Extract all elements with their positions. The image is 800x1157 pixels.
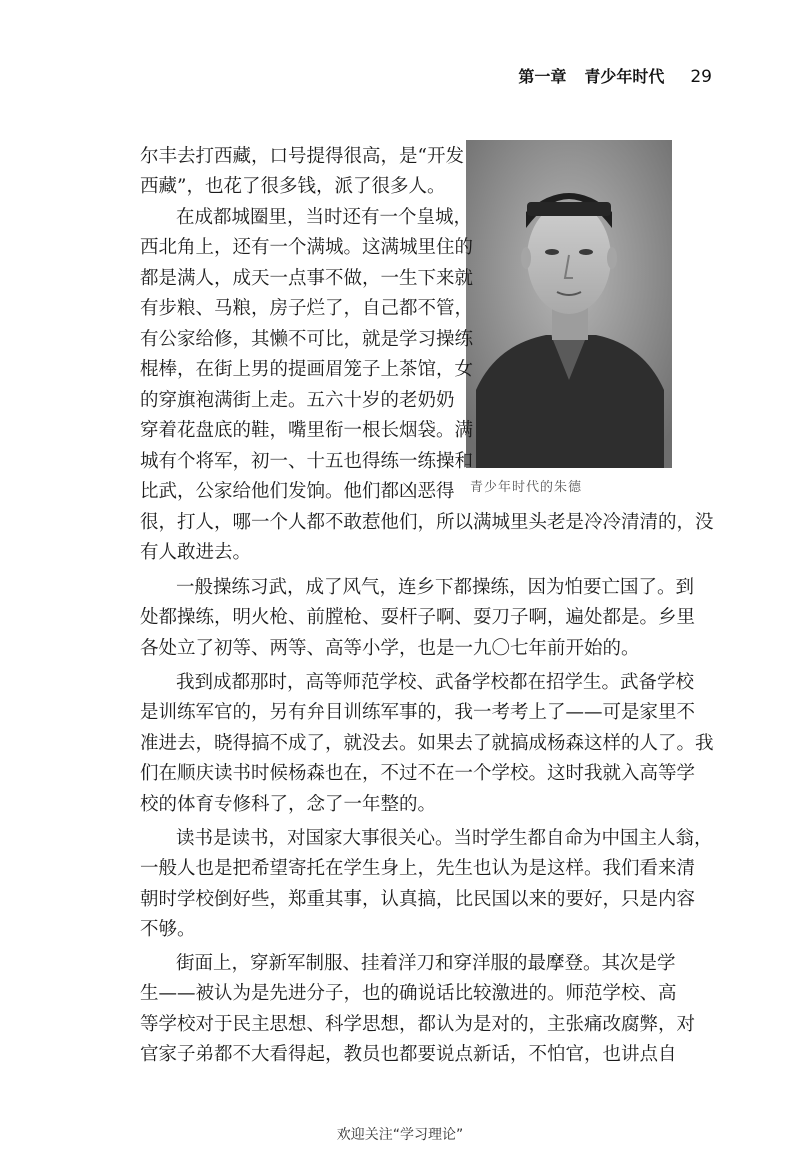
chapter-title: 青少年时代	[584, 67, 665, 86]
text-line: 校的体育专修科了，念了一年整的。	[140, 794, 437, 815]
text-line: 有公家给修，其懒不可比，就是学习操练	[140, 329, 474, 350]
text-line: 都是满人，成天一点事不做，一生下来就	[140, 268, 474, 289]
text-line: 不够。	[140, 919, 196, 940]
text-line: 一般人也是把希望寄托在学生身上，先生也认为是这样。我们看来清	[140, 858, 696, 879]
text-line: 穿着花盘底的鞋，嘴里衔一根长烟袋。满	[140, 420, 474, 441]
text-line: 读书是读书，对国家大事很关心。当时学生都自命为中国主人翁，	[176, 828, 713, 849]
text-line: 等学校对于民主思想、科学思想，都认为是对的，主张痛改腐弊，对	[140, 1014, 696, 1035]
text-line: 是训练军官的，另有弁目训练军事的，我一考考上了——可是家里不	[140, 702, 696, 723]
text-line: 在成都城圈里，当时还有一个皇城，	[176, 207, 473, 228]
text-line: 有人敢进去。	[140, 542, 252, 563]
text-line: 很，打人，哪一个人都不敢惹他们，所以满城里头老是冷冷清清的，没	[140, 512, 714, 533]
text-line: 城有个将军，初一、十五也得练一练操和	[140, 451, 474, 472]
text-line: 街面上，穿新军制服、挂着洋刀和穿洋服的最摩登。其次是学	[176, 953, 676, 974]
text-line: 的穿旗袍满街上走。五六十岁的老奶奶	[140, 390, 455, 411]
text-line: 西藏”，也花了很多钱，派了很多人。	[140, 176, 446, 197]
text-line: 官家子弟都不大看得起，教员也都要说点新话，不怕官，也讲点自	[140, 1044, 677, 1065]
footer-note: 欢迎关注“学习理论”	[336, 1127, 464, 1143]
text-line: 们在顺庆读书时候杨森也在，不过不在一个学校。这时我就入高等学	[140, 763, 696, 784]
text-line: 一般操练习武，成了风气，连乡下都操练，因为怕要亡国了。到	[176, 577, 695, 598]
text-line: 我到成都那时，高等师范学校、武备学校都在招学生。武备学校	[176, 672, 695, 693]
text-line: 有步粮、马粮，房子烂了，自己都不管，	[140, 298, 474, 319]
chapter-label: 第一章	[518, 67, 567, 86]
text-line: 准进去，晓得搞不成了，就没去。如果去了就搞成杨森这样的人了。我	[140, 733, 714, 754]
text-line: 棍棒，在街上男的提画眉笼子上茶馆，女	[140, 359, 474, 380]
text-line: 处都操练，明火枪、前膛枪、耍杆子啊、耍刀子啊，遍处都是。乡里	[140, 607, 696, 628]
text-line: 西北角上，还有一个满城。这满城里住的	[140, 237, 474, 258]
portrait-photo	[466, 140, 672, 468]
text-line: 生——被认为是先进分子，也的确说话比较激进的。师范学校、高	[140, 983, 677, 1004]
text-line: 各处立了初等、两等、高等小学，也是一九〇七年前开始的。	[140, 638, 640, 659]
photo-caption: 青少年时代的朱德	[470, 480, 583, 495]
running-header	[518, 64, 712, 87]
text-line: 尔丰去打西藏，口号提得很高，是“开发	[140, 146, 464, 167]
text-line: 朝时学校倒好些，郑重其事，认真搞，比民国以来的要好，只是内容	[140, 889, 696, 910]
page-number: 29	[690, 67, 712, 87]
text-line: 比武，公家给他们发饷。他们都凶恶得	[140, 481, 455, 502]
